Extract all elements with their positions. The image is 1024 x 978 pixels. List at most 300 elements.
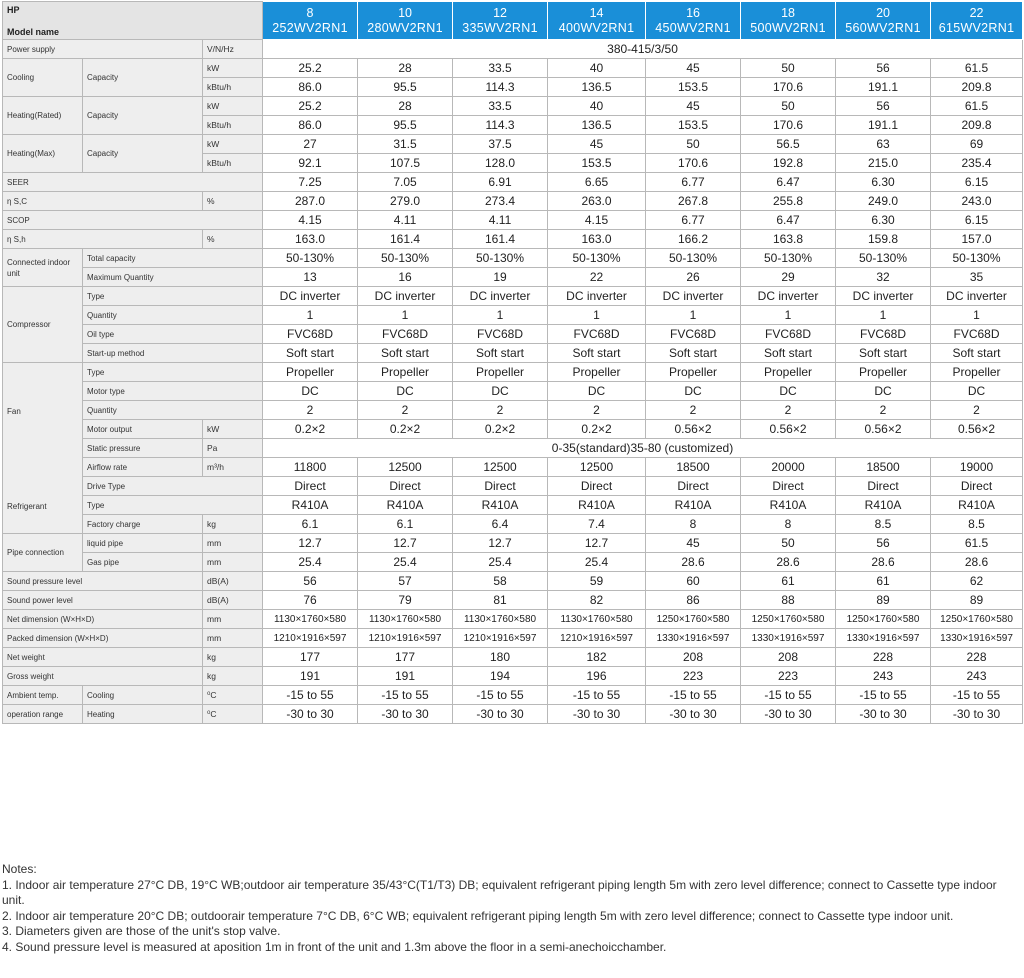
value-cell: 249.0: [836, 192, 931, 211]
value-cell: 223: [646, 667, 741, 686]
value-cell: 191.1: [836, 78, 931, 97]
value-cell: 273.4: [453, 192, 548, 211]
value-cell: 263.0: [548, 192, 646, 211]
pipe-connection-label: Pipe connection: [3, 534, 83, 572]
value-cell: 1250×1760×580: [741, 610, 836, 629]
value-cell: 170.6: [646, 154, 741, 173]
value-cell: 1330×1916×597: [836, 629, 931, 648]
value-cell: 25.2: [263, 59, 358, 78]
model-code: 400WV2RN1: [558, 20, 635, 35]
value-cell: 194: [453, 667, 548, 686]
value-cell: 92.1: [263, 154, 358, 173]
value-cell: 61.5: [931, 97, 1023, 116]
value-cell: 50-130%: [453, 249, 548, 268]
notes-title: Notes:: [2, 862, 37, 876]
spec-row: [3, 572, 1023, 591]
value-cell: 1330×1916×597: [646, 629, 741, 648]
spec-row: [3, 610, 1023, 629]
value-cell: 1210×1916×597: [548, 629, 646, 648]
power-supply-row: [3, 40, 1023, 59]
value-cell: 35: [931, 268, 1023, 287]
value-cell: 61.5: [931, 534, 1023, 553]
value-cell: Direct: [453, 477, 548, 496]
value-cell: 2: [741, 401, 836, 420]
value-cell: 1: [548, 306, 646, 325]
value-cell: 6.30: [836, 211, 931, 230]
model-header: [453, 2, 548, 40]
value-cell: 12500: [358, 458, 453, 477]
value-cell: 61: [741, 572, 836, 591]
value-cell: 50: [741, 534, 836, 553]
value-cell: 163.0: [263, 230, 358, 249]
value-cell: 59: [548, 572, 646, 591]
gross-weight-label: Gross weight: [3, 667, 203, 686]
value-cell: 114.3: [453, 78, 548, 97]
value-cell: Propeller: [263, 363, 358, 382]
value-cell: 45: [548, 135, 646, 154]
model-code: 280WV2RN1: [367, 20, 443, 35]
hp-value: 18: [781, 5, 795, 20]
value-cell: 82: [548, 591, 646, 610]
unit-kbtu: kBtu/h: [203, 116, 263, 135]
spec-row: [3, 629, 1023, 648]
unit-pa: Pa: [203, 439, 263, 458]
value-cell: 56: [836, 59, 931, 78]
value-cell: 79: [358, 591, 453, 610]
value-cell: FVC68D: [263, 325, 358, 344]
spec-row: [3, 173, 1023, 192]
value-cell: 2: [358, 401, 453, 420]
value-cell: 1: [646, 306, 741, 325]
value-cell: Soft start: [931, 344, 1023, 363]
value-cell: 177: [358, 648, 453, 667]
value-cell: 12.7: [548, 534, 646, 553]
value-cell: 1330×1916×597: [741, 629, 836, 648]
value-cell: DC: [836, 382, 931, 401]
value-cell: 287.0: [263, 192, 358, 211]
value-cell: 0.2×2: [358, 420, 453, 439]
refrigerant-type-label: Type: [83, 496, 263, 515]
value-cell: 208: [741, 648, 836, 667]
scop-label: SCOP: [3, 211, 263, 230]
value-cell: 50-130%: [263, 249, 358, 268]
value-cell: 6.15: [931, 211, 1023, 230]
value-cell: DC: [931, 382, 1023, 401]
value-cell: R410A: [836, 496, 931, 515]
value-cell: 11800: [263, 458, 358, 477]
value-cell: 19000: [931, 458, 1023, 477]
value-cell: 2: [263, 401, 358, 420]
value-cell: -15 to 55: [263, 686, 358, 705]
value-cell: 4.15: [263, 211, 358, 230]
value-cell: 6.77: [646, 211, 741, 230]
liquid-pipe-label: liquid pipe: [83, 534, 203, 553]
value-cell: 6.65: [548, 173, 646, 192]
value-cell: 50-130%: [836, 249, 931, 268]
spec-row: [3, 401, 1023, 420]
value-cell: 25.4: [453, 553, 548, 572]
value-cell: -30 to 30: [548, 705, 646, 724]
connected-indoor-label: Connected indoor unit: [3, 249, 83, 287]
value-cell: Propeller: [358, 363, 453, 382]
hp-value: 22: [969, 5, 984, 20]
value-cell: 50: [646, 135, 741, 154]
value-cell: 8: [741, 515, 836, 534]
unit-kw: kW: [203, 420, 263, 439]
value-cell: 0.2×2: [263, 420, 358, 439]
model-code: 615WV2RN1: [938, 20, 1015, 35]
value-cell: 107.5: [358, 154, 453, 173]
hp-value: 20: [876, 5, 890, 20]
gas-pipe-label: Gas pipe: [83, 553, 203, 572]
value-cell: 209.8: [931, 78, 1023, 97]
spec-row: [3, 667, 1023, 686]
unit-kbtu: kBtu/h: [203, 154, 263, 173]
power-value: 380-415/3/50: [263, 40, 1023, 59]
value-cell: Direct: [931, 477, 1023, 496]
value-cell: 33.5: [453, 97, 548, 116]
value-cell: 69: [931, 135, 1023, 154]
value-cell: 1210×1916×597: [263, 629, 358, 648]
ambient-heating-label: Heating: [83, 705, 203, 724]
value-cell: 40: [548, 59, 646, 78]
value-cell: 1: [836, 306, 931, 325]
value-cell: 0.2×2: [548, 420, 646, 439]
fan-type-label: Type: [83, 363, 263, 382]
value-cell: DC inverter: [263, 287, 358, 306]
value-cell: 56: [836, 534, 931, 553]
unit-kbtu: kBtu/h: [203, 78, 263, 97]
value-cell: 8.5: [836, 515, 931, 534]
value-cell: 7.4: [548, 515, 646, 534]
value-cell: 12500: [548, 458, 646, 477]
sound-pressure-label: Sound pressure level: [3, 572, 203, 591]
model-header: [931, 2, 1023, 40]
value-cell: 32: [836, 268, 931, 287]
value-cell: 62: [931, 572, 1023, 591]
value-cell: 12.7: [358, 534, 453, 553]
value-cell: 1130×1760×580: [358, 610, 453, 629]
value-cell: 1250×1760×580: [931, 610, 1023, 629]
static-pressure-label: Static pressure: [83, 439, 203, 458]
value-cell: 192.8: [741, 154, 836, 173]
type-label: Type: [83, 287, 263, 306]
value-cell: R410A: [931, 496, 1023, 515]
value-cell: 95.5: [358, 78, 453, 97]
header-label-cell: [3, 2, 263, 40]
value-cell: 7.25: [263, 173, 358, 192]
seer-label: SEER: [3, 173, 263, 192]
value-cell: 279.0: [358, 192, 453, 211]
unit-mm: mm: [203, 610, 263, 629]
value-cell: 13: [263, 268, 358, 287]
value-cell: 26: [646, 268, 741, 287]
net-weight-label: Net weight: [3, 648, 203, 667]
value-cell: DC inverter: [741, 287, 836, 306]
value-cell: 161.4: [358, 230, 453, 249]
power-unit: V/N/Hz: [203, 40, 263, 59]
value-cell: DC inverter: [548, 287, 646, 306]
capacity-label: Capacity: [83, 97, 203, 135]
value-cell: -30 to 30: [453, 705, 548, 724]
hp-value: 10: [398, 5, 412, 20]
model-name-label: Model name: [7, 27, 60, 37]
value-cell: 163.8: [741, 230, 836, 249]
value-cell: 25.4: [548, 553, 646, 572]
unit-mm: mm: [203, 553, 263, 572]
value-cell: 191: [263, 667, 358, 686]
value-cell: 6.77: [646, 173, 741, 192]
value-cell: -30 to 30: [931, 705, 1023, 724]
value-cell: -15 to 55: [548, 686, 646, 705]
value-cell: 12.7: [263, 534, 358, 553]
value-cell: 25.2: [263, 97, 358, 116]
value-cell: 50-130%: [931, 249, 1023, 268]
spec-row: [3, 249, 1023, 268]
value-cell: 223: [741, 667, 836, 686]
unit-mm: mm: [203, 534, 263, 553]
value-cell: 6.91: [453, 173, 548, 192]
hp-label: HP: [7, 5, 20, 15]
unit-dba: dB(A): [203, 591, 263, 610]
value-cell: 182: [548, 648, 646, 667]
value-cell: Soft start: [646, 344, 741, 363]
value-cell: 2: [836, 401, 931, 420]
model-code: 252WV2RN1: [272, 20, 348, 35]
value-cell: 1250×1760×580: [836, 610, 931, 629]
value-cell: 235.4: [931, 154, 1023, 173]
eta-sc-label: η S,C: [3, 192, 203, 211]
unit-kw: kW: [203, 59, 263, 78]
value-cell: 33.5: [453, 59, 548, 78]
value-cell: 57: [358, 572, 453, 591]
hp-value: 16: [686, 5, 700, 20]
value-cell: 1130×1760×580: [453, 610, 548, 629]
model-code: 450WV2RN1: [655, 20, 731, 35]
value-cell: 191: [358, 667, 453, 686]
value-cell: R410A: [263, 496, 358, 515]
drive-type-label: Drive Type: [83, 477, 263, 496]
value-cell: 243.0: [931, 192, 1023, 211]
value-cell: 209.8: [931, 116, 1023, 135]
value-cell: 37.5: [453, 135, 548, 154]
value-cell: R410A: [358, 496, 453, 515]
value-cell: 191.1: [836, 116, 931, 135]
value-cell: 177: [263, 648, 358, 667]
value-cell: 28: [358, 59, 453, 78]
value-cell: 28: [358, 97, 453, 116]
value-cell: 6.1: [358, 515, 453, 534]
value-cell: 208: [646, 648, 741, 667]
value-cell: 25.4: [358, 553, 453, 572]
cooling-label: Cooling: [3, 59, 83, 97]
unit-kw: kW: [203, 97, 263, 116]
value-cell: DC inverter: [836, 287, 931, 306]
net-dimension-label: Net dimension (W×H×D): [3, 610, 203, 629]
value-cell: Propeller: [548, 363, 646, 382]
value-cell: 63: [836, 135, 931, 154]
value-cell: DC inverter: [453, 287, 548, 306]
spec-row: [3, 306, 1023, 325]
fan-refrigerant-label: [3, 363, 83, 534]
value-cell: -15 to 55: [453, 686, 548, 705]
value-cell: 1: [931, 306, 1023, 325]
value-cell: 95.5: [358, 116, 453, 135]
value-cell: FVC68D: [646, 325, 741, 344]
startup-label: Start-up method: [83, 344, 263, 363]
value-cell: 29: [741, 268, 836, 287]
static-pressure-row: [3, 439, 1023, 458]
value-cell: DC inverter: [931, 287, 1023, 306]
value-cell: 45: [646, 97, 741, 116]
note-item: 4. Sound pressure level is measured at aposition 1m in front of the unit and 1.3m above the floor in a semi-anechoicchamber.: [2, 939, 667, 954]
value-cell: 2: [548, 401, 646, 420]
value-cell: DC inverter: [646, 287, 741, 306]
value-cell: 243: [836, 667, 931, 686]
value-cell: DC: [263, 382, 358, 401]
spec-row: [3, 325, 1023, 344]
value-cell: 166.2: [646, 230, 741, 249]
value-cell: 61: [836, 572, 931, 591]
value-cell: 89: [836, 591, 931, 610]
value-cell: 56: [836, 97, 931, 116]
value-cell: 50: [741, 97, 836, 116]
value-cell: FVC68D: [836, 325, 931, 344]
fan-quantity-label: Quantity: [83, 401, 263, 420]
value-cell: 2: [931, 401, 1023, 420]
oil-type-label: Oil type: [83, 325, 263, 344]
value-cell: 267.8: [646, 192, 741, 211]
value-cell: 12500: [453, 458, 548, 477]
value-cell: -15 to 55: [931, 686, 1023, 705]
value-cell: 136.5: [548, 78, 646, 97]
value-cell: Propeller: [741, 363, 836, 382]
value-cell: 27: [263, 135, 358, 154]
value-cell: 56: [263, 572, 358, 591]
operation-range-label: operation range: [3, 705, 83, 724]
value-cell: 86: [646, 591, 741, 610]
spec-row: [3, 686, 1023, 705]
value-cell: 6.30: [836, 173, 931, 192]
value-cell: 153.5: [646, 78, 741, 97]
value-cell: 18500: [836, 458, 931, 477]
value-cell: Soft start: [358, 344, 453, 363]
note-item: 1. Indoor air temperature 27°C DB, 19°C WB;outdoor air temperature 35/43°C(T1/T3) DB; equivalent refrigerant piping length 5m with zero level difference; connect to Cassette type indoor unit.: [2, 877, 997, 907]
spec-row: [3, 363, 1023, 382]
spec-row: [3, 135, 1023, 154]
value-cell: 50-130%: [741, 249, 836, 268]
value-cell: 20000: [741, 458, 836, 477]
value-cell: 1: [263, 306, 358, 325]
spec-row: [3, 591, 1023, 610]
max-quantity-label: Maximum Quantity: [83, 268, 263, 287]
eta-sh-label: η S,h: [3, 230, 203, 249]
value-cell: 243: [931, 667, 1023, 686]
value-cell: Direct: [548, 477, 646, 496]
value-cell: 1: [358, 306, 453, 325]
value-cell: -30 to 30: [741, 705, 836, 724]
value-cell: 6.1: [263, 515, 358, 534]
value-cell: 4.11: [358, 211, 453, 230]
spec-row: [3, 420, 1023, 439]
value-cell: Soft start: [741, 344, 836, 363]
value-cell: 1210×1916×597: [358, 629, 453, 648]
total-capacity-label: Total capacity: [83, 249, 263, 268]
value-cell: 22: [548, 268, 646, 287]
capacity-label: Capacity: [83, 59, 203, 97]
value-cell: DC: [453, 382, 548, 401]
value-cell: 6.47: [741, 173, 836, 192]
unit-degc: ⁰C: [203, 686, 263, 705]
value-cell: 136.5: [548, 116, 646, 135]
value-cell: 2: [453, 401, 548, 420]
motor-output-label: Motor output: [83, 420, 203, 439]
spec-row: [3, 211, 1023, 230]
model-header: [263, 2, 358, 40]
value-cell: 45: [646, 59, 741, 78]
value-cell: 25.4: [263, 553, 358, 572]
value-cell: Direct: [836, 477, 931, 496]
model-header: [548, 2, 646, 40]
value-cell: 50-130%: [358, 249, 453, 268]
model-header: [358, 2, 453, 40]
value-cell: 31.5: [358, 135, 453, 154]
value-cell: 8.5: [931, 515, 1023, 534]
value-cell: 153.5: [646, 116, 741, 135]
value-cell: 60: [646, 572, 741, 591]
value-cell: FVC68D: [453, 325, 548, 344]
value-cell: 89: [931, 591, 1023, 610]
spec-row: [3, 59, 1023, 78]
value-cell: 153.5: [548, 154, 646, 173]
value-cell: 61.5: [931, 59, 1023, 78]
unit-m3h: m³/h: [203, 458, 263, 477]
notes-section: [2, 862, 1022, 955]
value-cell: 7.05: [358, 173, 453, 192]
value-cell: DC: [646, 382, 741, 401]
unit-kg: kg: [203, 515, 263, 534]
value-cell: 159.8: [836, 230, 931, 249]
value-cell: 114.3: [453, 116, 548, 135]
value-cell: 88: [741, 591, 836, 610]
unit-degc: ⁰C: [203, 705, 263, 724]
value-cell: 0.56×2: [646, 420, 741, 439]
heating-max-label: Heating(Max): [3, 135, 83, 173]
value-cell: 4.15: [548, 211, 646, 230]
value-cell: Soft start: [263, 344, 358, 363]
airflow-label: Airflow rate: [83, 458, 203, 477]
value-cell: 1210×1916×597: [453, 629, 548, 648]
value-cell: Soft start: [548, 344, 646, 363]
value-cell: FVC68D: [931, 325, 1023, 344]
static-pressure-value: 0-35(standard)35-80 (customized): [263, 439, 1023, 458]
value-cell: 45: [646, 534, 741, 553]
unit-dba: dB(A): [203, 572, 263, 591]
value-cell: 18500: [646, 458, 741, 477]
spec-row: [3, 496, 1023, 515]
spec-row: [3, 268, 1023, 287]
note-item: 2. Indoor air temperature 20°C DB; outdoorair temperature 7°C DB, 6°C WB; equivalent refrigerant piping length 5m with zero level difference; connect to Cassette type indoor unit.: [2, 908, 954, 923]
power-supply-label: Power supply: [3, 40, 203, 59]
value-cell: 180: [453, 648, 548, 667]
unit-kg: kg: [203, 648, 263, 667]
value-cell: -30 to 30: [358, 705, 453, 724]
model-code: 335WV2RN1: [462, 20, 538, 35]
value-cell: 170.6: [741, 78, 836, 97]
value-cell: 6.47: [741, 211, 836, 230]
value-cell: 50: [741, 59, 836, 78]
value-cell: 8: [646, 515, 741, 534]
